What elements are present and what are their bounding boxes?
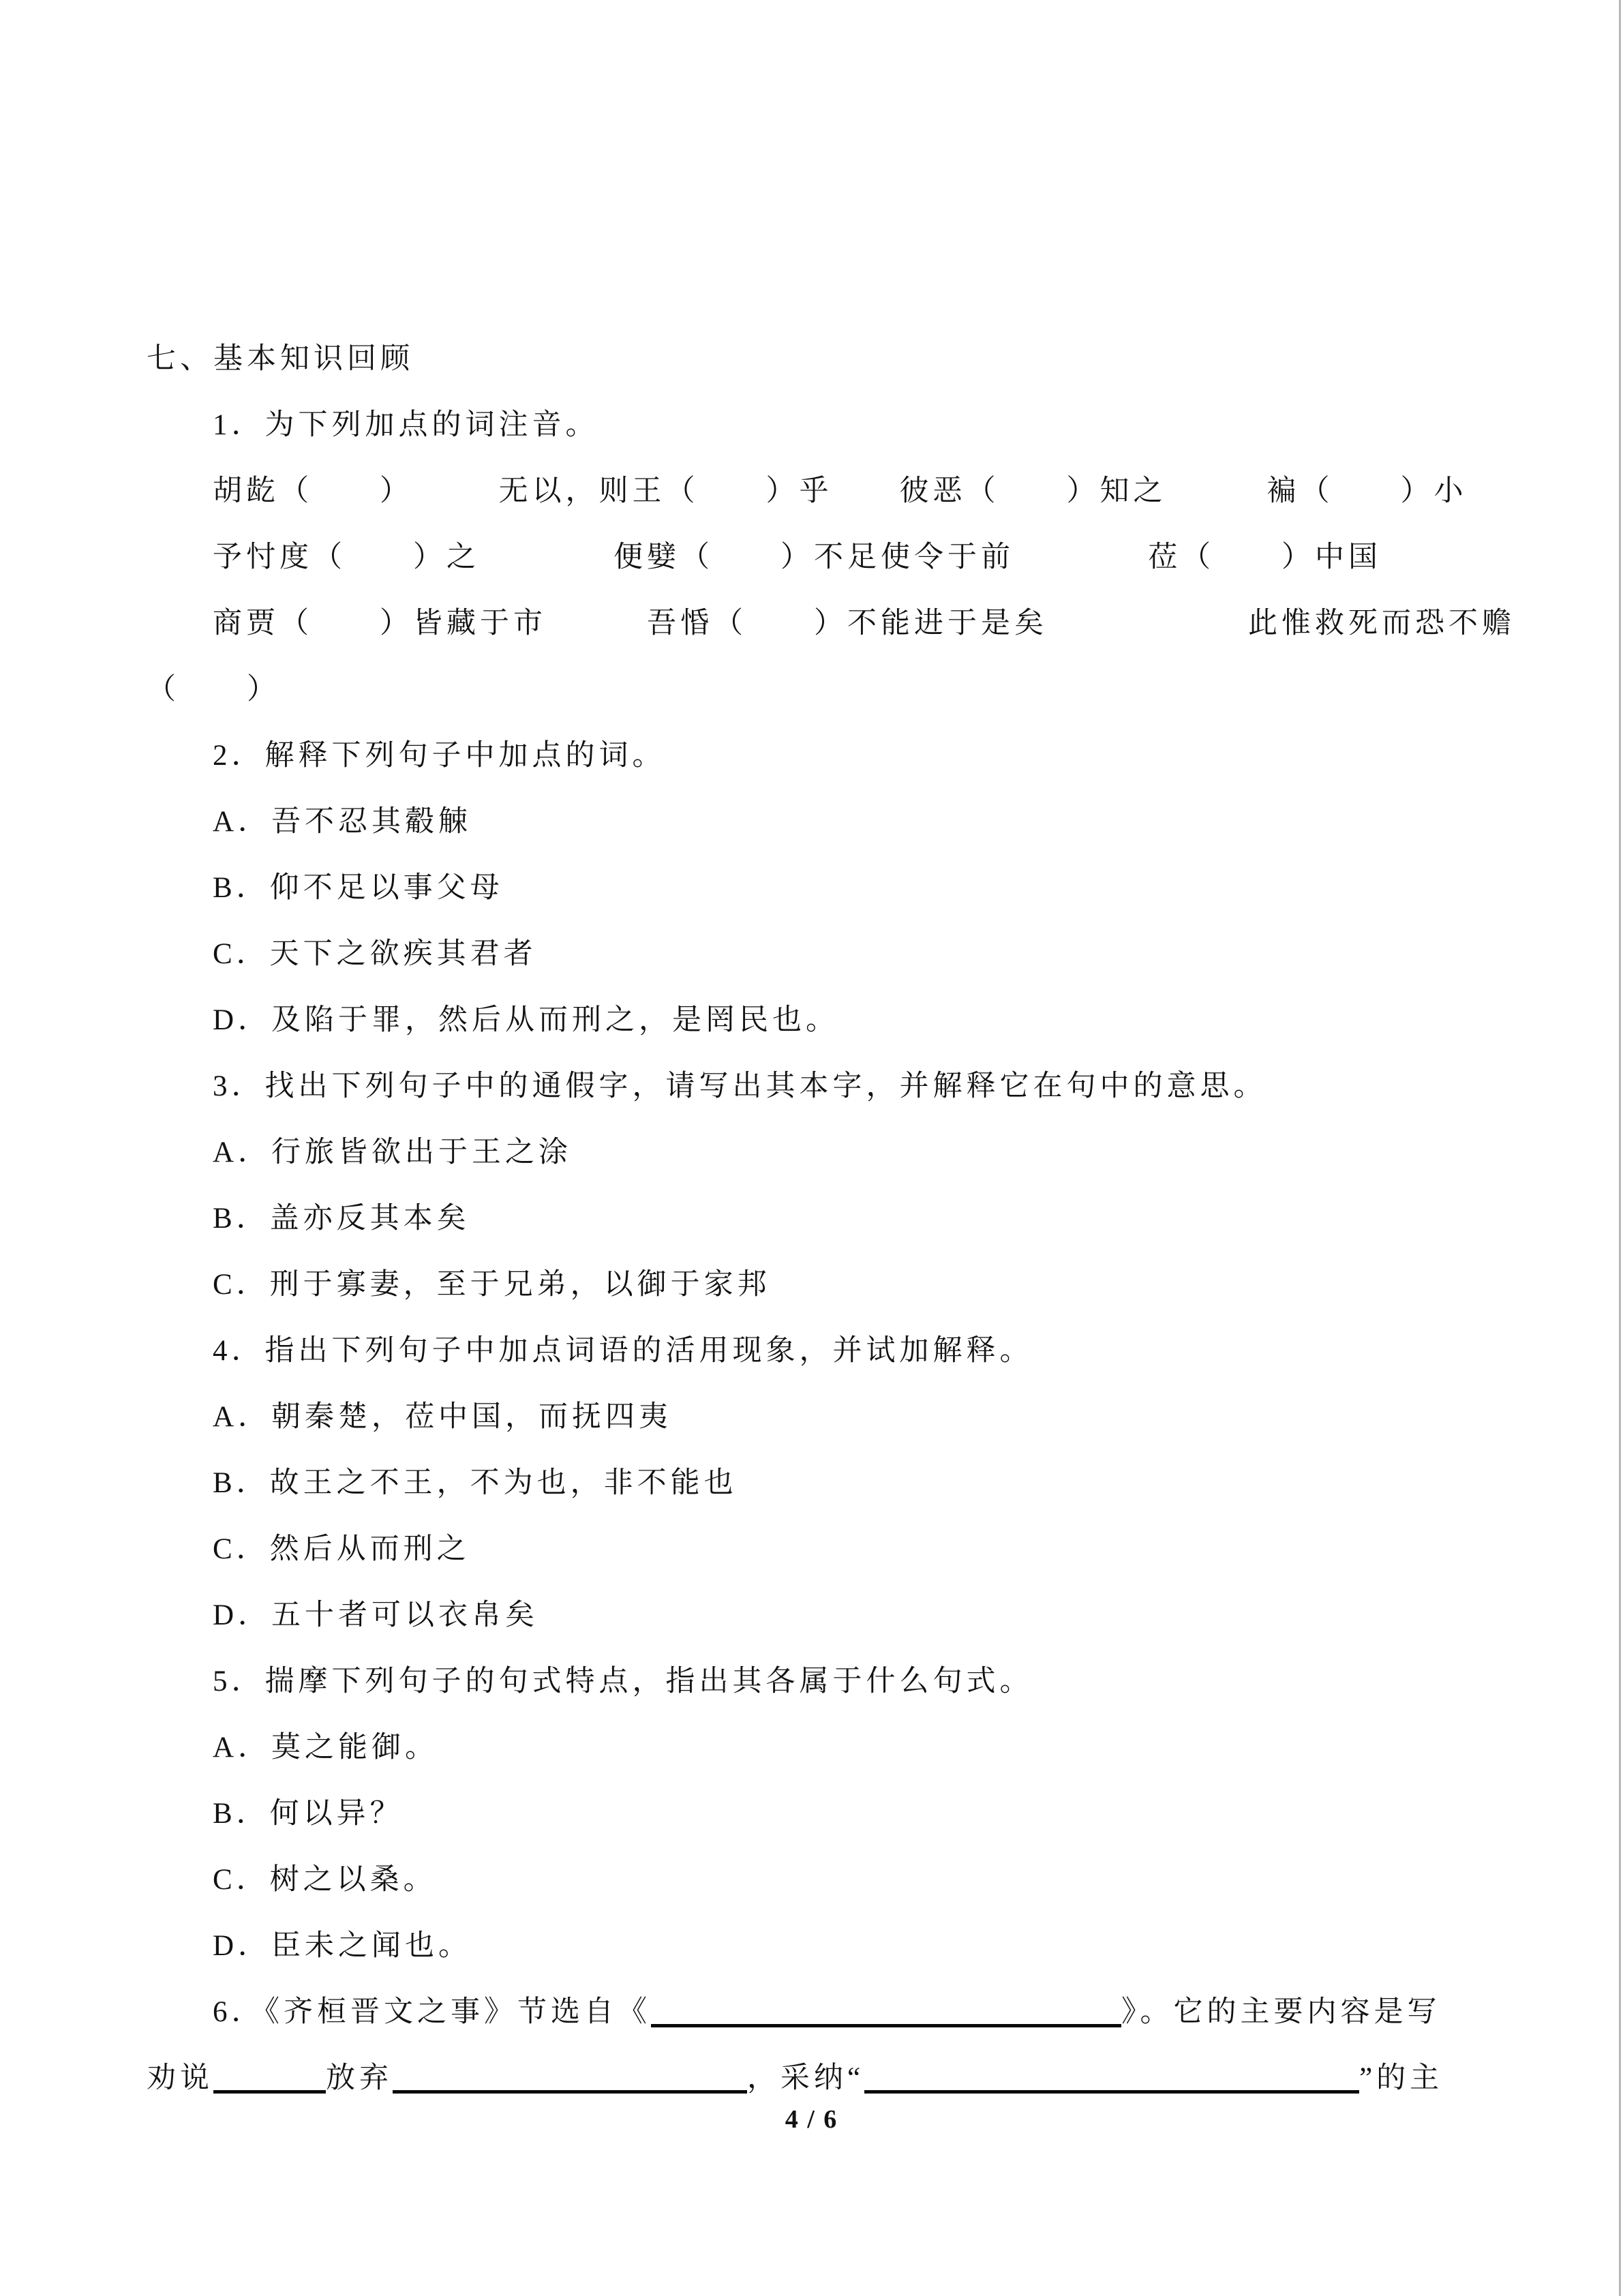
q6-blank-source-title bbox=[651, 2001, 1121, 2027]
q6-blank-abandoned-thing bbox=[393, 2067, 747, 2094]
q5-option-a: A．莫之能御。 bbox=[213, 1732, 439, 1764]
q1-phonetic-line-2: 予忖度（ ）之 便嬖（ ）不足使令于前 莅（ ）中国 bbox=[213, 541, 1382, 573]
q2-option-c: C．天下之欲疾其君者 bbox=[213, 938, 537, 970]
q4-option-a: A．朝秦楚，莅中国，而抚四夷 bbox=[213, 1401, 673, 1433]
page-right-edge-line bbox=[1619, 0, 1621, 2296]
q6-blank-adopted-idea bbox=[864, 2067, 1359, 2094]
q4-option-b: B．故王之不王，不为也，非不能也 bbox=[213, 1467, 738, 1499]
q3-option-c: C．刑于寡妻，至于兄弟，以御于家邦 bbox=[213, 1269, 771, 1301]
section-heading: 七、基本知识回顾 bbox=[147, 343, 414, 375]
q5-option-b: B．何以异？ bbox=[213, 1798, 404, 1830]
q5-option-d: D．臣未之闻也。 bbox=[213, 1930, 472, 1962]
q5-option-c: C．树之以桑。 bbox=[213, 1864, 437, 1896]
q4-prompt: 4．指出下列句子中加点词语的活用现象，并试加解释。 bbox=[213, 1335, 1033, 1367]
q2-prompt: 2．解释下列句子中加点的词。 bbox=[213, 740, 666, 772]
q5-prompt: 5．揣摩下列句子的句式特点，指出其各属于什么句式。 bbox=[213, 1665, 1033, 1697]
q6-line-1 bbox=[0, 1979, 1623, 2045]
q6-text-persuade: 劝说 bbox=[147, 2062, 213, 2094]
q1-prompt: 1．为下列加点的词注音。 bbox=[213, 409, 599, 441]
q3-prompt: 3．找出下列句子中的通假字，请写出其本字，并解释它在句中的意思。 bbox=[213, 1070, 1267, 1102]
q2-option-a: A．吾不忍其觳觫 bbox=[213, 806, 472, 838]
q6-text-tail: ”的主 bbox=[1359, 2062, 1444, 2094]
q3-option-a: A．行旅皆欲出于王之涂 bbox=[213, 1136, 573, 1168]
q6-text-abandon: 放弃 bbox=[326, 2062, 393, 2094]
q1-overflow-parentheses: （ ） bbox=[147, 674, 280, 706]
q2-option-b: B．仰不足以事父母 bbox=[213, 872, 504, 904]
page-number: 4 / 6 bbox=[785, 2105, 838, 2134]
q4-option-d: D．五十者可以衣帛矣 bbox=[213, 1599, 539, 1631]
q6-line-2 bbox=[0, 2045, 1623, 2111]
q2-option-d: D．及陷于罪，然后从而刑之，是罔民也。 bbox=[213, 1004, 840, 1036]
q3-option-b: B．盖亦反其本矣 bbox=[213, 1203, 470, 1235]
q6-blank-person bbox=[213, 2067, 326, 2094]
q4-option-c: C．然后从而刑之 bbox=[213, 1533, 470, 1565]
q6-text-source-prefix: 6．《齐桓晋文之事》节选自《 bbox=[213, 1996, 651, 2028]
q6-text-source-suffix: 》。它的主要内容是写 bbox=[1121, 1996, 1441, 2028]
q6-text-adopt: ，采纳“ bbox=[747, 2062, 865, 2094]
q1-phonetic-line-1: 胡龁（ ） 无以，则王（ ）乎 彼恶（ ）知之 褊（ ）小 bbox=[213, 475, 1468, 507]
worksheet-body bbox=[0, 326, 1623, 2111]
q1-phonetic-line-3: 商贾（ ）皆藏于市 吾惛（ ）不能进于是矣 此惟救死而恐不赡 bbox=[213, 607, 1515, 639]
